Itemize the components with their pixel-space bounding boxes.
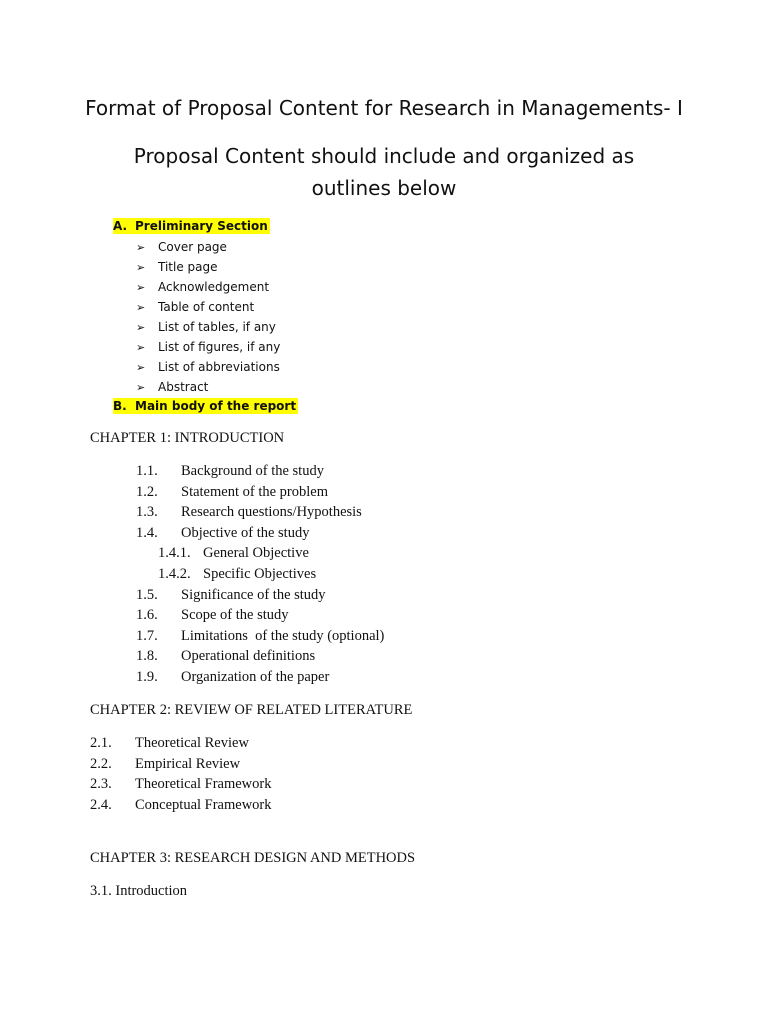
arrow-bullet-icon: ➢ — [136, 301, 146, 314]
list-item: 1.4. Objective of the study — [136, 524, 310, 541]
section-b-heading — [113, 398, 298, 414]
section-a-label: Preliminary Section — [135, 219, 268, 233]
section-a-letter: A. — [113, 219, 128, 233]
arrow-bullet-icon: ➢ — [136, 381, 146, 394]
section-a-heading — [113, 218, 270, 234]
list-item: 1.9. Organization of the paper — [136, 668, 330, 685]
list-item: ➢ List of tables, if any — [136, 317, 280, 337]
list-item: 1.2. Statement of the problem — [136, 483, 328, 500]
chapter-3-heading: CHAPTER 3: RESEARCH DESIGN AND METHODS — [90, 850, 416, 866]
arrow-bullet-icon: ➢ — [136, 361, 146, 374]
page-title: Format of Proposal Content for Research in Managements- I — [85, 96, 683, 120]
list-item: 2.3. Theoretical Framework — [90, 776, 272, 793]
chapter-1-heading: CHAPTER 1: INTRODUCTION — [90, 430, 285, 446]
chapter-2-heading: CHAPTER 2: REVIEW OF RELATED LITERATURE — [90, 702, 413, 718]
list-item: ➢ Cover page — [136, 237, 280, 257]
list-item: 2.4. Conceptual Framework — [90, 796, 272, 813]
list-item: 1.5. Significance of the study — [136, 586, 326, 603]
list-item: 1.8. Operational definitions — [136, 648, 316, 665]
section-b-label: Main body of the report — [135, 399, 297, 413]
arrow-bullet-icon: ➢ — [136, 241, 146, 254]
list-item: ➢ Acknowledgement — [136, 277, 280, 297]
list-item: 1.4.1. General Objective — [158, 545, 309, 562]
list-item: 2.1. Theoretical Review — [90, 735, 249, 751]
list-item: 1.1. Background of the study — [136, 463, 324, 479]
list-item: ➢ Abstract — [136, 377, 280, 397]
list-item: 2.2. Empirical Review — [90, 755, 241, 772]
section-b-letter: B. — [113, 399, 127, 413]
arrow-bullet-icon: ➢ — [136, 261, 146, 274]
list-item: ➢ List of figures, if any — [136, 337, 280, 357]
page-subtitle: Proposal Content should include and organized as outlines below — [133, 144, 635, 200]
list-item: ➢ Title page — [136, 257, 280, 277]
list-item: ➢ List of abbreviations — [136, 357, 280, 377]
list-item: 1.3. Research questions/Hypothesis — [136, 504, 362, 521]
chapter-1-list — [136, 461, 384, 688]
list-item: ➢ Table of content — [136, 297, 280, 317]
list-item: 1.4.2. Specific Objectives — [158, 565, 317, 582]
arrow-bullet-icon: ➢ — [136, 341, 146, 354]
list-item: 1.6. Scope of the study — [136, 607, 289, 624]
arrow-bullet-icon: ➢ — [136, 281, 146, 294]
chapter-2-list — [90, 733, 272, 815]
chapter-3-first-item: 3.1. Introduction — [90, 883, 188, 899]
preliminary-list — [136, 237, 280, 397]
arrow-bullet-icon: ➢ — [136, 321, 146, 334]
list-item: 1.7. Limitations of the study (optional) — [136, 627, 385, 644]
